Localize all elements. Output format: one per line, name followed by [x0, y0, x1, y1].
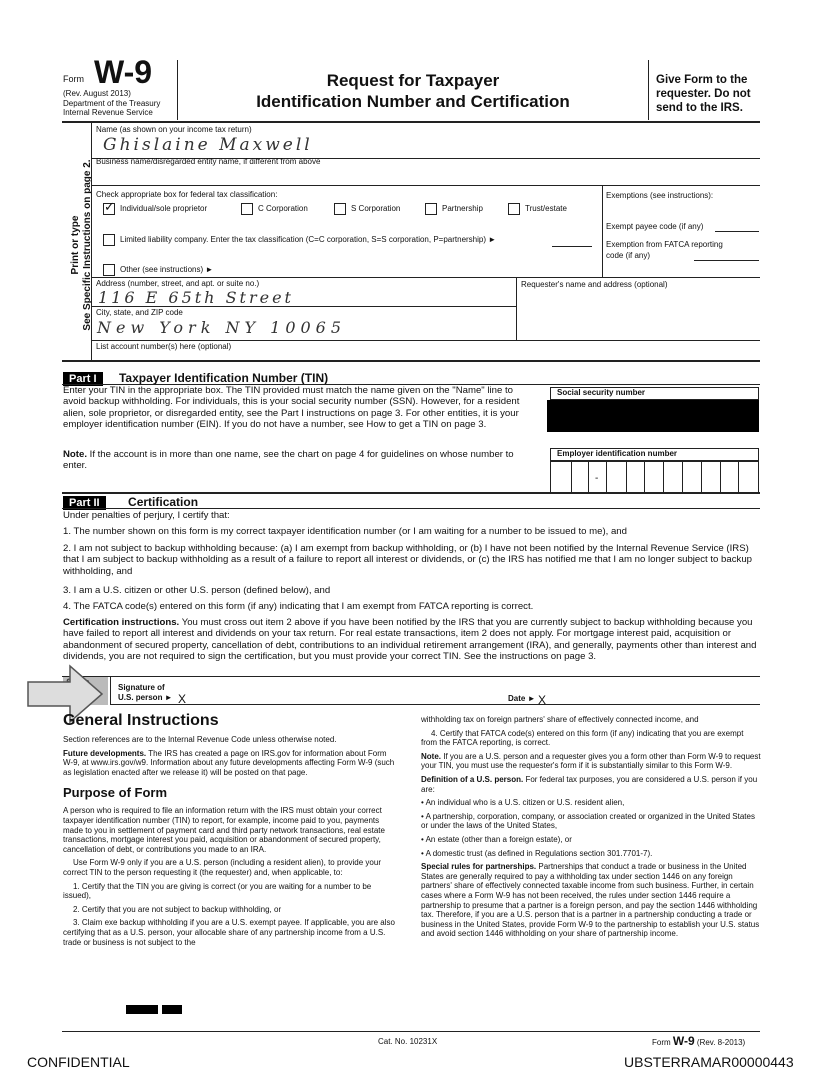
footer-form-word: Form	[652, 1038, 671, 1047]
irs-label: Internal Revenue Service	[63, 108, 153, 117]
confidential-stamp: CONFIDENTIAL	[27, 1054, 130, 1070]
catalog-number: Cat. No. 10231X	[378, 1037, 438, 1046]
footer-form-number: W-9	[672, 1034, 695, 1048]
bates-number: UBSTERRAMAR00000443	[624, 1054, 794, 1070]
s-corporation-checkbox[interactable]	[334, 203, 346, 215]
llc-label: Limited liability company. Enter the tax classification (C=C corporation, S=S corporation, P=partnership) ►	[120, 235, 497, 245]
definition	[421, 775, 761, 794]
city-state-zip-value[interactable]: New York NY 10065	[97, 318, 347, 337]
cert-instructions-bold: Certification instructions.	[63, 617, 180, 628]
trust-estate-label: Trust/estate	[525, 204, 567, 214]
footer-form-id	[652, 1034, 745, 1048]
tax-classification-label: Check appropriate box for federal tax classification:	[96, 190, 278, 199]
ssn-label: Social security number	[557, 388, 646, 397]
ein-label: Employer identification number	[557, 449, 678, 458]
claim-redaction-2	[162, 1005, 182, 1014]
signature-mark[interactable]: X	[178, 692, 187, 706]
fatca-label-1: Exemption from FATCA reporting	[606, 240, 723, 249]
print-or-type-label: Print or type	[70, 215, 81, 275]
cert-intro: Under penalties of perjury, I certify that:	[63, 510, 230, 521]
right-note-text: If you are a U.S. person and a requester gives you a form other than Form W-9 to request your TIN, you must use the requester's form if it is substantially similar to this Form W-9.	[421, 751, 761, 771]
exempt-payee-label: Exempt payee code (if any)	[606, 222, 704, 231]
right-note	[421, 752, 761, 771]
general-instructions-heading: General Instructions	[63, 712, 219, 729]
cert-item-2: 2. I am not subject to backup withholding because: (a) I am exempt from backup withholding, or (b) I have not been notified by the Internal Revenue Service (IRS) that I am subject to backup withholding as a result of a failure to report all interest or dividends, or (c) the IRS has notified me that I am no longer subject to backup withholding, and	[63, 543, 752, 577]
cb-trust[interactable]	[508, 203, 567, 215]
ssn-redaction	[547, 400, 759, 432]
name-label: Name (as shown on your income tax return)	[96, 125, 252, 134]
purpose-l3: 3. Claim exe backup withholding if you are a U.S. exempt payee. If applicable, you are also certifying that as a U.S. person, your allocable share of any partnership income from a U.S. trade or business is not subject to the	[63, 918, 395, 947]
part1-title: Taxpayer Identification Number (TIN)	[118, 371, 329, 385]
cert-instructions	[63, 617, 763, 663]
future-bold: Future developments.	[63, 748, 147, 758]
form-revision: (Rev. August 2013)	[63, 89, 131, 98]
partnership-label: Partnership	[442, 204, 483, 214]
form-number: W-9	[94, 54, 153, 90]
right-note-bold: Note.	[421, 751, 441, 761]
business-name-label: Business name/disregarded entity name, if different from above	[96, 157, 321, 166]
special-bold: Special rules for partnerships.	[421, 862, 537, 872]
llc-checkbox[interactable]	[103, 234, 115, 246]
cb-llc[interactable]	[103, 234, 496, 246]
signature-label-1: Signature of	[118, 683, 165, 692]
address-value[interactable]: 116 E 65th Street	[98, 288, 294, 307]
part2-title: Certification	[128, 495, 199, 509]
part1-note-text: If the account is in more than one name, see the chart on page 4 for guidelines on whose number to enter.	[63, 449, 514, 472]
form-title-line2: Identification Number and Certification	[256, 92, 570, 111]
future-text: The IRS has created a page on IRS.gov for information about Form W-9, at www.irs.gov/w9. Information about any future developments affecting Form W-9 (such as legislation enacted after we release it) will be posted on that page.	[63, 748, 395, 777]
bullet-1: • An individual who is a U.S. citizen or U.S. resident alien,	[421, 798, 625, 808]
department-label: Department of the Treasury	[63, 99, 161, 108]
purpose-p2: Use Form W-9 only if you are a U.S. person (including a resident alien), to provide your correct TIN to the person requesting it (the requester) and, when applicable, to:	[63, 858, 381, 877]
give-form-notice-1: Give Form to the	[656, 74, 748, 86]
part2-badge: Part II	[63, 496, 106, 510]
ein-input-box[interactable]	[550, 461, 759, 494]
cert-item-4: 4. The FATCA code(s) entered on this form (if any) indicating that I am exempt from FATCA reporting is correct.	[63, 601, 534, 612]
trust-estate-checkbox[interactable]	[508, 203, 520, 215]
purpose-heading: Purpose of Form	[63, 785, 168, 801]
fatca-label-2: code (if any)	[606, 251, 651, 260]
other-label: Other (see instructions) ►	[120, 265, 214, 275]
c-corporation-checkbox[interactable]	[241, 203, 253, 215]
part1-note	[63, 449, 537, 472]
claim-redaction-1	[126, 1005, 158, 1014]
signature-label-2: U.S. person ►	[118, 693, 173, 702]
definition-text: For federal tax purposes, you are considered a U.S. person if you are:	[421, 774, 758, 794]
purpose-p1: A person who is required to file an information return with the IRS must obtain your correct taxpayer identification number (TIN) to report, for example, income paid to you, payments made to you in settlement of payment card and third party network transactions, real estate transactions, mortgage interest you paid, acquisition or abandonment of secured property, cancellation of debt, or contributions you made to an IRA.	[63, 806, 385, 854]
s-corporation-label: S Corporation	[351, 204, 401, 214]
account-numbers-label: List account number(s) here (optional)	[96, 342, 232, 351]
future-developments	[63, 749, 395, 778]
c-corporation-label: C Corporation	[258, 204, 308, 214]
individual-checkbox[interactable]	[103, 203, 115, 215]
date-label: Date ►	[508, 694, 536, 703]
city-state-zip-label: City, state, and ZIP code	[96, 308, 183, 317]
part1-badge: Part I	[63, 372, 103, 386]
purpose-l2: 2. Certify that you are not subject to backup withholding, or	[73, 904, 282, 914]
bullet-2: • A partnership, corporation, company, or association created or organized in the United States or under the laws of the United States,	[421, 811, 755, 831]
date-mark[interactable]: X	[538, 693, 547, 707]
special-text: Partnerships that conduct a trade or business in the United States are generally required to pay a withholding tax under section 1446 on any foreign partners' share of effectively connected taxable income from such business. Further, in certain cases where a Form W-9 has not been received, the rules under section 1446 require a partnership to presume that a partner is a foreign person, and pay the section 1446 withholding tax. Therefore, if you are a U.S. person that is a partner in a partnership conducting a trade or business in the United States, provide Form W-9 to the partnership to establish your U.S. status and avoid section 1446 withholding on your share of partnership income.	[421, 862, 760, 939]
form-title-line1: Request for Taxpayer	[326, 71, 500, 90]
individual-label: Individual/sole proprietor	[120, 204, 208, 214]
cb-partnership[interactable]	[425, 203, 483, 215]
part1-note-bold: Note.	[63, 449, 87, 460]
cb-scorp[interactable]	[334, 203, 400, 215]
special-rules	[421, 862, 761, 939]
specific-instructions-label: See Specific Instructions on page 2.	[82, 159, 93, 331]
give-form-notice-3: send to the IRS.	[656, 102, 743, 114]
ein-dash: -	[595, 473, 599, 484]
left-column	[63, 735, 395, 947]
cert-item-1: 1. The number shown on this form is my correct taxpayer identification number (or I am waiting for a number to be issued to me), and	[63, 526, 627, 537]
part1-instructions: Enter your TIN in the appropriate box. The TIN provided must match the name given on the "Name" line to avoid backup withholding. For individuals, this is your social security number (SSN). However, for a resident alien, sole proprietor, or disregarded entity, see the Part I instructions on page 3. For other entities, it is your employer identification number (EIN). If you do not have a number, see How to get a TIN on page 3.	[63, 385, 520, 431]
section-ref: Section references are to the Internal Revenue Code unless otherwise noted.	[63, 735, 337, 744]
exemptions-label: Exemptions (see instructions):	[606, 191, 714, 200]
cert-instructions-text: You must cross out item 2 above if you have been notified by the IRS that you are currently subject to backup withholding because you have failed to report all interest and dividends on your tax return. For real estate transactions, item 2 does not apply. For mortgage interest paid, acquisition or abandonment of secured property, cancellation of debt, contributions to an individual retirement arrangement (IRA), and generally, payments other than interest and dividends, you are not required to sign the certification, but you must provide your correct TIN. See the instructions on page 3.	[63, 617, 757, 663]
other-checkbox[interactable]	[103, 264, 115, 276]
cb-individual[interactable]	[103, 203, 207, 215]
partnership-checkbox[interactable]	[425, 203, 437, 215]
footer-revision: (Rev. 8-2013)	[696, 1038, 746, 1047]
right-p2: 4. Certify that FATCA code(s) entered on this form (if any) indicating that you are exempt from the FATCA reporting, is correct.	[421, 728, 744, 748]
requester-label: Requester's name and address (optional)	[521, 280, 668, 289]
form-label: Form	[63, 74, 84, 84]
cb-ccorp[interactable]	[241, 203, 308, 215]
cb-other[interactable]	[103, 264, 213, 276]
bullet-3: • An estate (other than a foreign estate), or	[421, 834, 572, 844]
right-p1: withholding tax on foreign partners' share of effectively connected income, and	[421, 715, 699, 724]
bullet-4: • A domestic trust (as defined in Regulations section 301.7701-7).	[421, 848, 653, 858]
definition-bold: Definition of a U.S. person.	[421, 774, 524, 784]
address-label: Address (number, street, and apt. or suite no.)	[96, 279, 260, 288]
purpose-l1: 1. Certify that the TIN you are giving is correct (or you are waiting for a number to be issued),	[63, 881, 372, 901]
right-column	[421, 715, 761, 943]
give-form-notice-2: requester. Do not	[656, 88, 751, 100]
cert-item-3: 3. I am a U.S. citizen or other U.S. person (defined below), and	[63, 585, 331, 596]
name-value[interactable]: Ghislaine Maxwell	[103, 135, 313, 155]
